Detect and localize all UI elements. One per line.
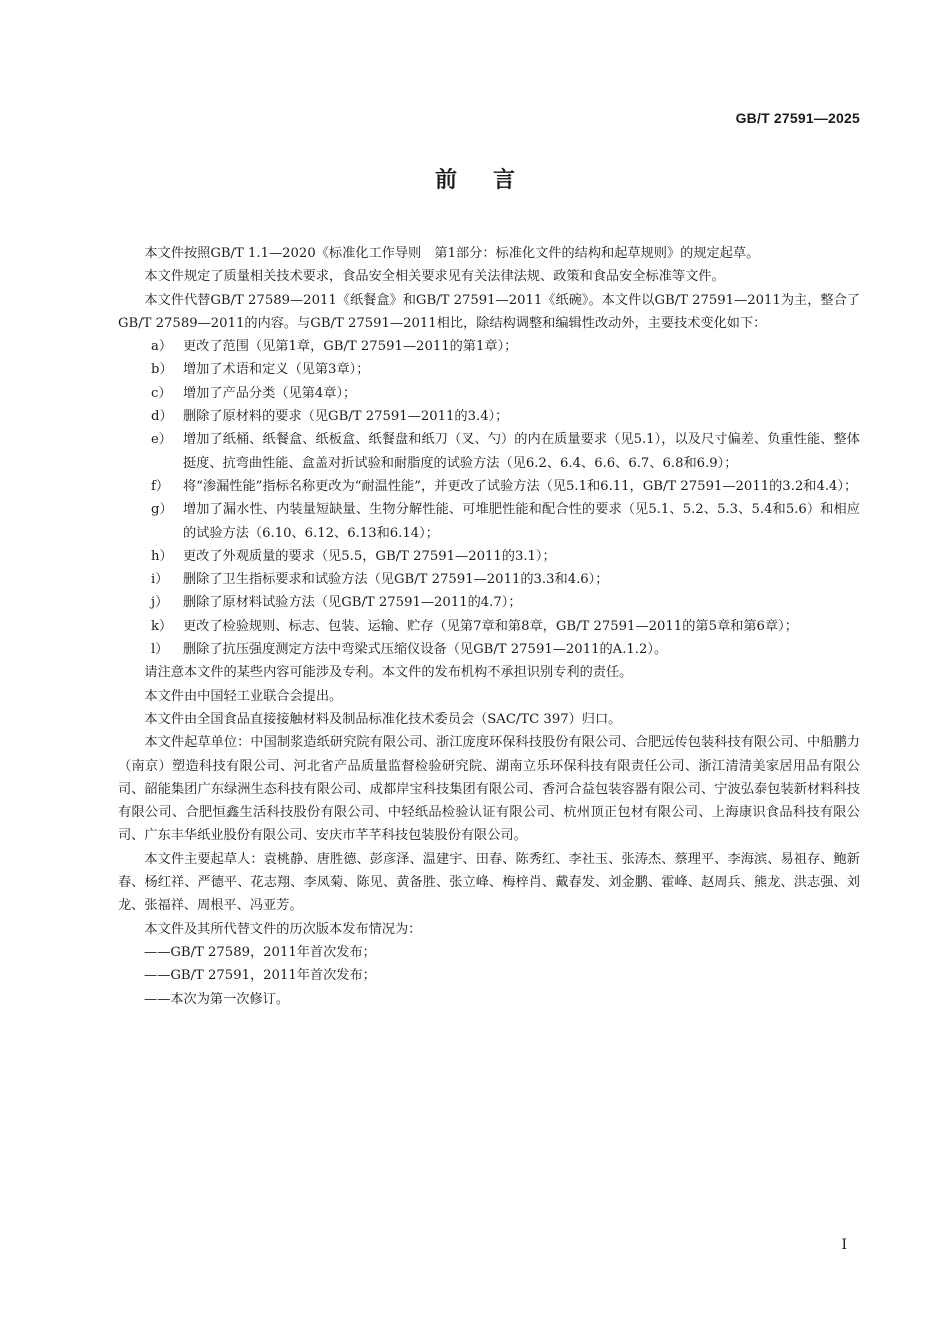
paragraph-patent-notice: 请注意本文件的某些内容可能涉及专利。本文件的发布机构不承担识别专利的责任。 [144, 665, 633, 681]
list-marker: f） [151, 478, 170, 494]
list-item [151, 475, 860, 498]
list-text: 删除了原材料的要求（见GB/T 27591—2011的3.4）； [183, 409, 509, 425]
list-text: 更改了检验规则、标志、包装、运输、贮存（见第7章和第8章，GB/T 27591—2011的第5章和第6章）； [183, 618, 798, 634]
paragraph-drafters: 本文件主要起草人：袁桃静、唐胜德、彭彦泽、温建宇、田春、陈秀红、李社玉、张涛杰、蔡理平、李海滨、易祖存、鲍新春、杨红祥、严德平、花志翔、李凤菊、陈见、黄备胜、张立峰、梅梓肖、戴春发、刘金鹏、霍峰、赵周兵、熊龙、洪志强、刘龙、张福祥、周根平、冯亚芳。 [118, 851, 860, 914]
paragraph-committee: 本文件由全国食品直接接触材料及制品标准化技术委员会（SAC/TC 397）归口。 [144, 711, 622, 727]
list-item [151, 498, 860, 545]
paragraph-history-intro: 本文件及其所代替文件的历次版本发布情况为： [144, 921, 422, 937]
standard-code: GB/T 27591—2025 [735, 110, 860, 126]
paragraph-replacement: 本文件代替GB/T 27589—2011《纸餐盒》和GB/T 27591—2011《纸碗》。本文件以GB/T 27591—2011为主，整合了GB/T 27589—2011的内容。与GB/T 27591—2011相比，除结构调整和编辑性改动外，主要技术变化如下： [118, 292, 860, 331]
page-title: 前言 [434, 168, 551, 193]
list-marker: i） [151, 572, 169, 588]
paragraph-drafting-units: 本文件起草单位：中国制浆造纸研究院有限公司、浙江庞度环保科技股份有限公司、合肥远传包装科技有限公司、中船鹏力（南京）塑造科技有限公司、河北省产品质量监督检验研究院、湖南立乐环保科技有限责任公司、浙江清清美家居用品有限公司、韶能集团广东绿洲生态科技有限公司、成都岸宝科技集团有限公司、香河合益包装容器有限公司、宁波弘泰包装新材料科技有限公司、合肥恒鑫生活科技股份有限公司、中轻纸品检验认证有限公司、杭州顶正包材有限公司、上海康识食品科技有限公司、广东丰华纸业股份有限公司、安庆市芊芊科技包装股份有限公司。 [118, 735, 860, 844]
list-text: 增加了产品分类（见第4章）； [183, 385, 357, 401]
list-item [151, 358, 860, 381]
history-item: ——GB/T 27591，2011年首次发布； [144, 968, 376, 984]
list-marker: l） [151, 642, 169, 658]
list-marker: g） [151, 502, 173, 518]
foreword-body [118, 242, 860, 1011]
list-marker: a） [151, 339, 173, 355]
list-marker: c） [151, 385, 172, 401]
list-text: 更改了外观质量的要求（见5.5，GB/T 27591—2011的3.1）； [183, 548, 556, 564]
page-number: I [841, 1237, 847, 1253]
list-text: 删除了抗压强度测定方法中弯梁式压缩仪设备（见GB/T 27591—2011的A.1.2）。 [183, 642, 668, 658]
paragraph-proposer: 本文件由中国轻工业联合会提出。 [144, 688, 343, 704]
list-marker: b） [151, 362, 173, 378]
list-marker: e） [151, 432, 172, 448]
list-item [151, 568, 860, 591]
list-text: 增加了漏水性、内装量短缺量、生物分解性能、可堆肥性能和配合性的要求（见5.1、5.2、5.3、5.4和5.6）和相应的试验方法（6.10、6.12、6.13和6.14）； [183, 502, 860, 541]
list-marker: k） [151, 618, 173, 634]
list-item [151, 405, 860, 428]
paragraph-scope-note: 本文件规定了质量相关技术要求，食品安全相关要求见有关法律法规、政策和食品安全标准等文件。 [144, 269, 725, 285]
list-item [151, 545, 860, 568]
paragraph-drafting-rules: 本文件按照GB/T 1.1—2020《标准化工作导则 第1部分：标准化文件的结构和起草规则》的规定起草。 [144, 246, 760, 261]
list-text: 增加了纸桶、纸餐盒、纸板盒、纸餐盘和纸刀（叉、勺）的内在质量要求（见5.1），以及尺寸偏差、负重性能、整体挺度、抗弯曲性能、盒盖对折试验和耐脂度的试验方法（见6.2、6.4、6.6、6.7、6.8和6.9）； [183, 432, 860, 471]
list-item [151, 382, 860, 405]
list-item [151, 428, 860, 475]
list-text: 将“渗漏性能”指标名称更改为“耐温性能”，并更改了试验方法（见5.1和6.11，GB/T 27591—2011的3.2和4.4）； [183, 478, 858, 494]
history-item: ——本次为第一次修订。 [144, 991, 290, 1007]
list-text: 更改了范围（见第1章，GB/T 27591—2011的第1章）； [183, 339, 518, 355]
list-marker: j） [151, 595, 169, 611]
list-item [151, 615, 860, 638]
history-item: ——GB/T 27589，2011年首次发布； [144, 944, 376, 960]
technical-changes-list [118, 335, 860, 661]
list-text: 删除了卫生指标要求和试验方法（见GB/T 27591—2011的3.3和4.6）； [183, 572, 609, 588]
list-marker: d） [151, 409, 173, 425]
list-text: 增加了术语和定义（见第3章）； [183, 362, 370, 378]
list-marker: h） [151, 548, 173, 564]
list-item [151, 591, 860, 614]
list-item [151, 638, 860, 661]
list-item [151, 335, 860, 358]
list-text: 删除了原材料试验方法（见GB/T 27591—2011的4.7）； [183, 595, 522, 611]
